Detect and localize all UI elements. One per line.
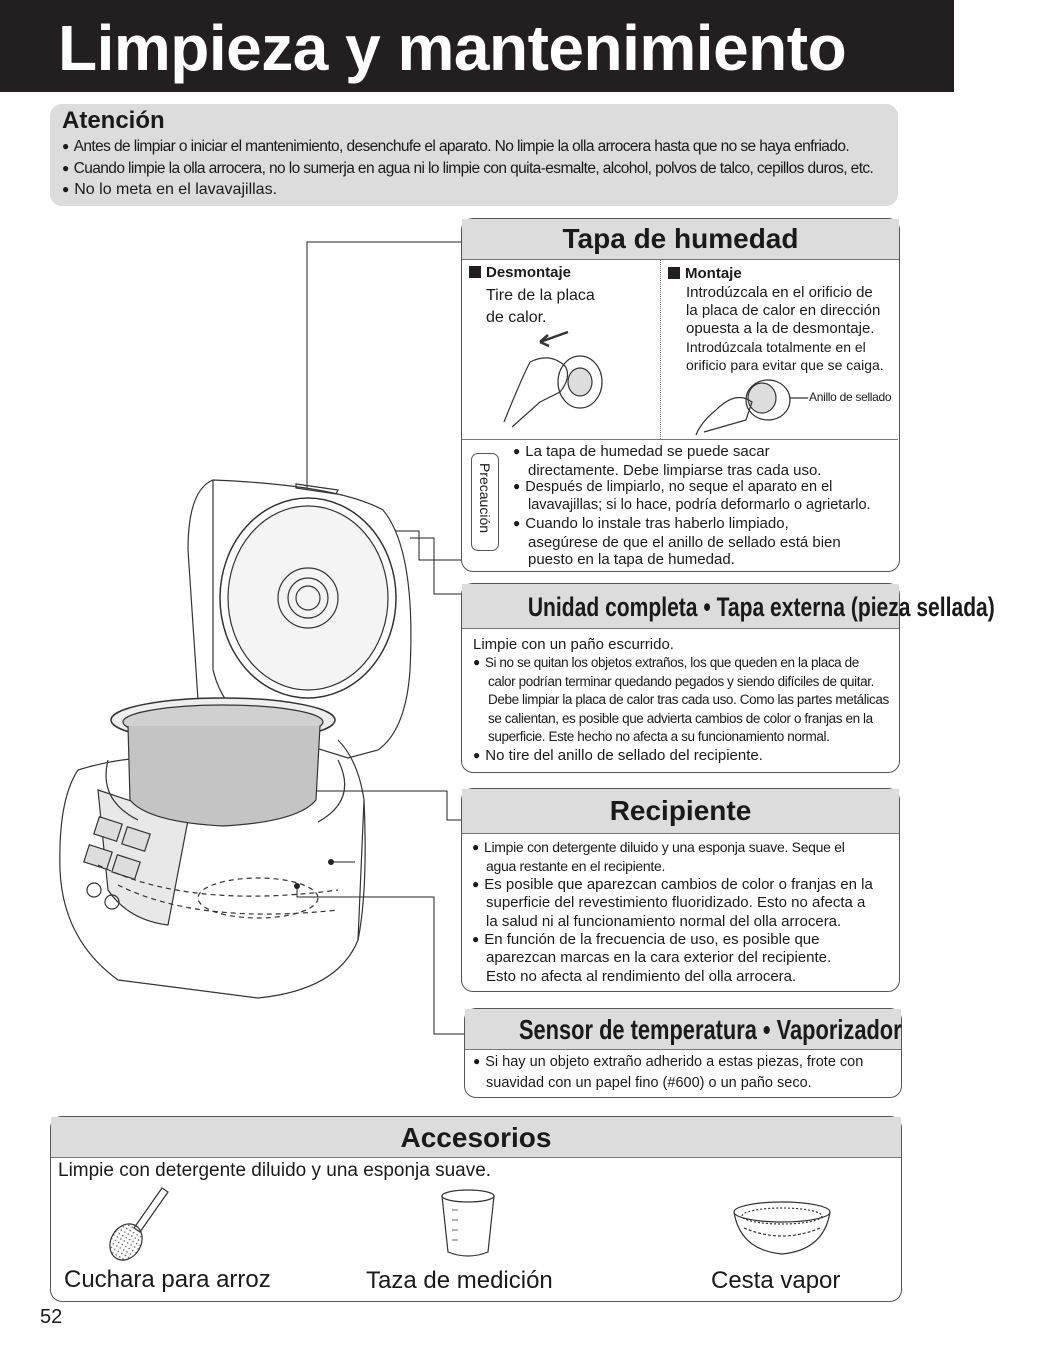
caution-list: ● La tapa de humedad se puede sacar directamente. Debe limpiarse tras cada uso. ● Después de limpiarlo, no seque el aparato en el lavavajillas; si lo hace, podría deformarlo o agrietarlo. ● Cuando lo instale tras haberlo limpiado, asegúrese de que el anillo de sellado está bien puesto en la tapa de humedad. (513, 443, 871, 569)
container-title: Recipiente (462, 789, 899, 834)
accessory-label: Cuchara para arroz (64, 1266, 271, 1293)
rice-spoon-icon (102, 1184, 172, 1264)
complete-unit-title: Unidad completa • Tapa externa (pieza sellada) (462, 584, 899, 629)
mounting-text: Introdúzcala en el orificio de la placa de calor en dirección opuesta a la de desmontaje. Introdúzcala totalmente en el orificio para evitar que se caiga. (686, 284, 884, 373)
accessory-label: Cesta vapor (711, 1267, 841, 1294)
humidity-cap-title: Tapa de humedad (462, 219, 899, 260)
sensor-title: Sensor de temperatura • Vaporizador (465, 1009, 901, 1050)
seal-ring-label: Anillo de sellado (809, 390, 892, 404)
square-bullet-icon (469, 266, 481, 278)
section-divider (462, 439, 898, 440)
column-divider (660, 259, 661, 439)
steam-basket-icon (730, 1198, 834, 1260)
accessories-intro: Limpie con detergente diluido y una esponja suave. (58, 1160, 492, 1181)
accessories-title: Accesorios (51, 1117, 901, 1158)
attention-item: ● Cuando limpie la olla arrocera, no lo sumerja en agua ni lo limpie con quita-esmalte, alcohol, polvos de talco, cepillos duros, etc. (62, 158, 873, 180)
attention-item: ● No lo meta en el lavavajillas. (62, 179, 277, 201)
complete-unit-intro: Limpie con un paño escurrido. (473, 636, 674, 653)
attention-title: Atención (62, 107, 165, 134)
sensor-list: ● Si hay un objeto extraño adherido a estas piezas, frote con suavidad con un papel fino (#600) o un paño seco. (473, 1052, 863, 1094)
mounting-illustration (696, 370, 816, 440)
caution-badge: Precaución (471, 453, 499, 551)
removal-illustration (500, 322, 610, 432)
page-title: Limpieza y mantenimiento (58, 12, 847, 84)
square-bullet-icon (668, 267, 680, 279)
page-number: 52 (40, 1306, 63, 1328)
rice-cooker-illustration (38, 470, 418, 1010)
removal-heading: Desmontaje (469, 264, 571, 282)
mounting-heading: Montaje (668, 265, 742, 283)
complete-unit-list: ● Si no se quitan los objetos extraños, los que queden en la placa de calor podrían terminar quedando pegados y siendo difíciles de quitar. Debe limpiar la placa de calor tras cada uso. Como las partes metálicas se calientan, es posible que advierta cambios de color o franjas en la superficie. Este hecho no afecta a su funcionamiento normal. ● No tire del anillo de sellado del recipiente. (473, 654, 889, 766)
container-list: ● Limpie con detergente diluido y una esponja suave. Seque el agua restante en el recipiente. ● Es posible que aparezcan cambios de color o franjas en la superficie del revestimiento fluoridizado. Esto no afecta a la salud ni al funcionamiento normal del olla arrocera. ● En función de la frecuencia de uso, es posible que aparezcan marcas en la cara exterior del recipiente. Esto no afecta al rendimiento del olla arrocera. (472, 838, 873, 986)
accessory-label: Taza de medición (366, 1267, 553, 1294)
removal-text: Tire de la placa de calor. (486, 287, 595, 326)
measuring-cup-icon (438, 1188, 498, 1260)
attention-item: ● Antes de limpiar o iniciar el mantenimiento, desenchufe el aparato. No limpie la olla arrocera hasta que no se haya enfriado. (62, 136, 849, 158)
